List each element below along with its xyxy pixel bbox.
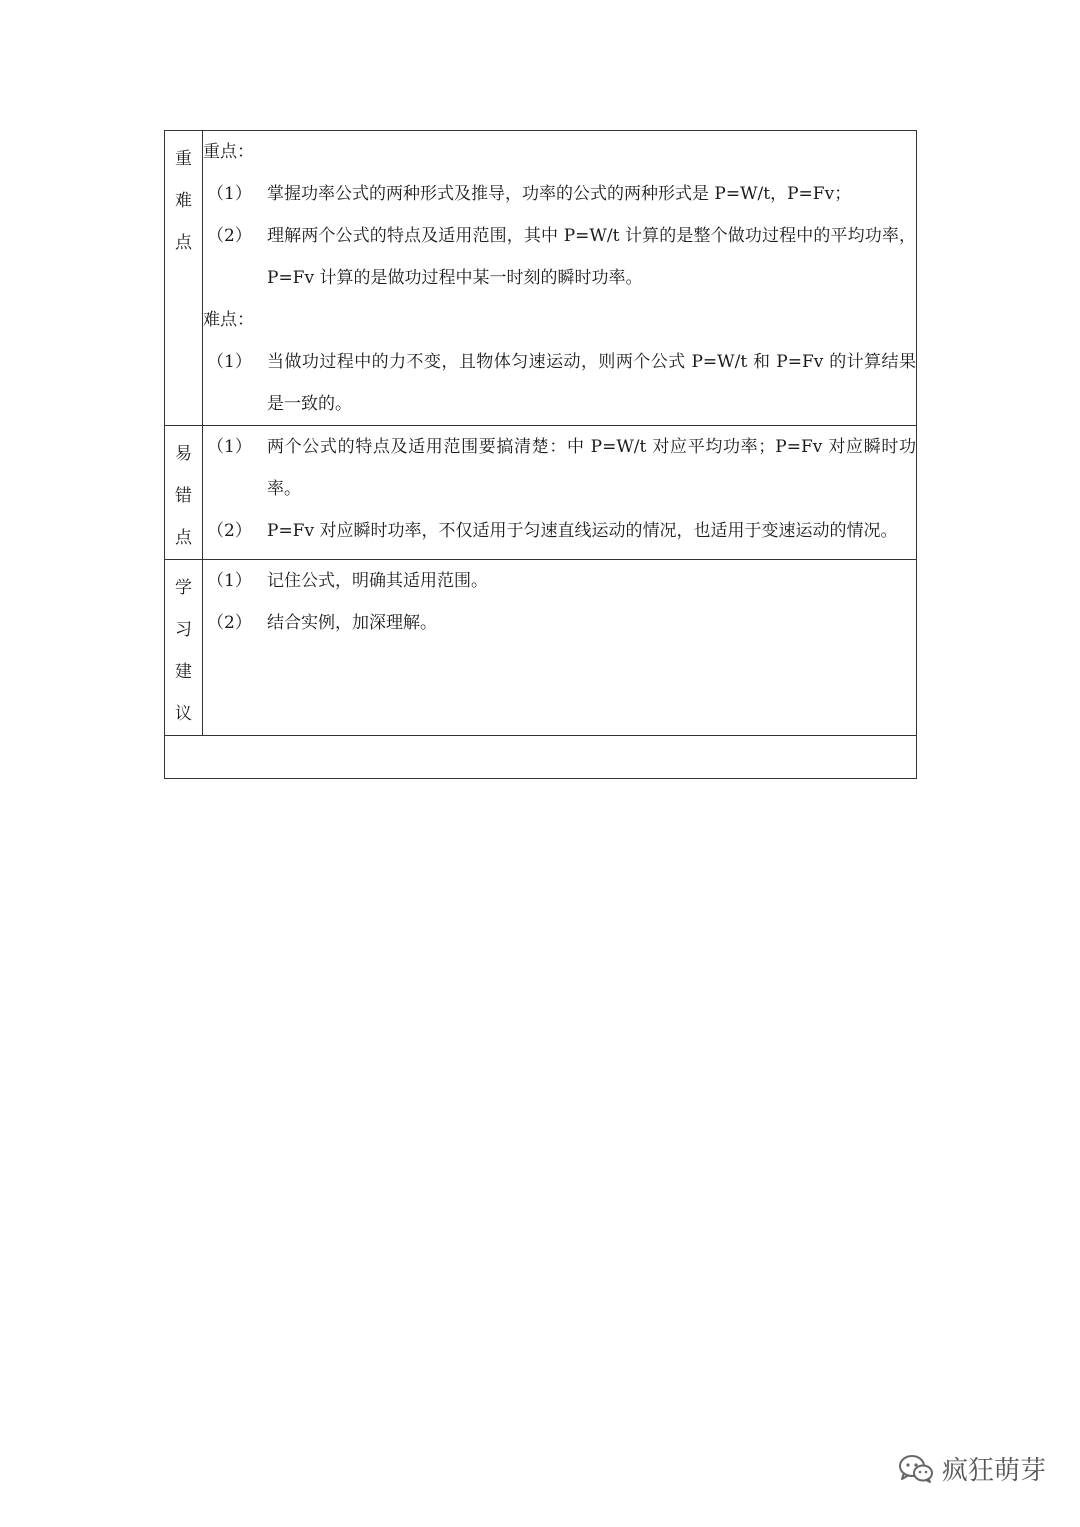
label-char: 习 xyxy=(175,620,192,640)
row-content-common-mistakes xyxy=(203,426,917,560)
list-item xyxy=(203,341,916,425)
item-text: 掌握功率公式的两种形式及推导，功率的公式的两种形式是 P=W/t，P=Fv； xyxy=(267,184,852,204)
item-number: （1） xyxy=(207,352,252,372)
label-char: 难 xyxy=(175,191,192,211)
row-content-key-points xyxy=(203,131,917,426)
list-item xyxy=(203,426,916,510)
watermark-text: 疯狂萌芽 xyxy=(941,1456,1046,1486)
item-text: 两个公式的特点及适用范围要搞清楚：中 P=W/t 对应平均功率；P=Fv 对应瞬时功率。 xyxy=(267,437,916,499)
item-text: 结合实例，加深理解。 xyxy=(267,613,437,633)
document-table xyxy=(164,130,917,779)
row-content-study-advice xyxy=(203,560,917,736)
row-label-key-points xyxy=(165,131,203,426)
section-heading: 难点： xyxy=(203,310,254,330)
item-number: （2） xyxy=(207,226,252,246)
label-char: 点 xyxy=(175,233,192,253)
list-item xyxy=(203,510,916,552)
label-char: 学 xyxy=(175,578,192,598)
item-number: （2） xyxy=(207,613,252,633)
table-row-empty xyxy=(165,736,917,779)
list-item xyxy=(203,560,916,602)
item-number: （1） xyxy=(207,437,252,457)
item-text: 当做功过程中的力不变，且物体匀速运动，则两个公式 P=W/t 和 P=Fv 的计算结果是一致的。 xyxy=(267,352,916,414)
item-text: P=Fv 对应瞬时功率，不仅适用于匀速直线运动的情况，也适用于变速运动的情况。 xyxy=(267,521,898,541)
row-label-common-mistakes xyxy=(165,426,203,560)
label-char: 点 xyxy=(175,528,192,548)
section-heading: 重点： xyxy=(203,142,254,162)
label-char: 建 xyxy=(175,662,192,682)
table-row-study-advice xyxy=(165,560,917,736)
label-char: 重 xyxy=(175,149,192,169)
label-char: 错 xyxy=(175,486,192,506)
item-number: （1） xyxy=(207,184,252,204)
label-char: 议 xyxy=(175,704,192,724)
watermark xyxy=(898,1450,1046,1487)
list-item xyxy=(203,173,916,215)
item-number: （2） xyxy=(207,521,252,541)
table-row-key-points xyxy=(165,131,917,426)
wechat-icon xyxy=(898,1454,934,1484)
item-text: 理解两个公式的特点及适用范围，其中 P=W/t 计算的是整个做功过程中的平均功率，P=Fv 计算的是做功过程中某一时刻的瞬时功率。 xyxy=(267,226,916,288)
empty-cell xyxy=(165,736,917,779)
item-text: 记住公式，明确其适用范围。 xyxy=(267,571,488,591)
list-item xyxy=(203,215,916,299)
table-row-common-mistakes xyxy=(165,426,917,560)
row-label-study-advice xyxy=(165,560,203,736)
item-number: （1） xyxy=(207,571,252,591)
label-char: 易 xyxy=(175,444,192,464)
list-item xyxy=(203,602,916,644)
